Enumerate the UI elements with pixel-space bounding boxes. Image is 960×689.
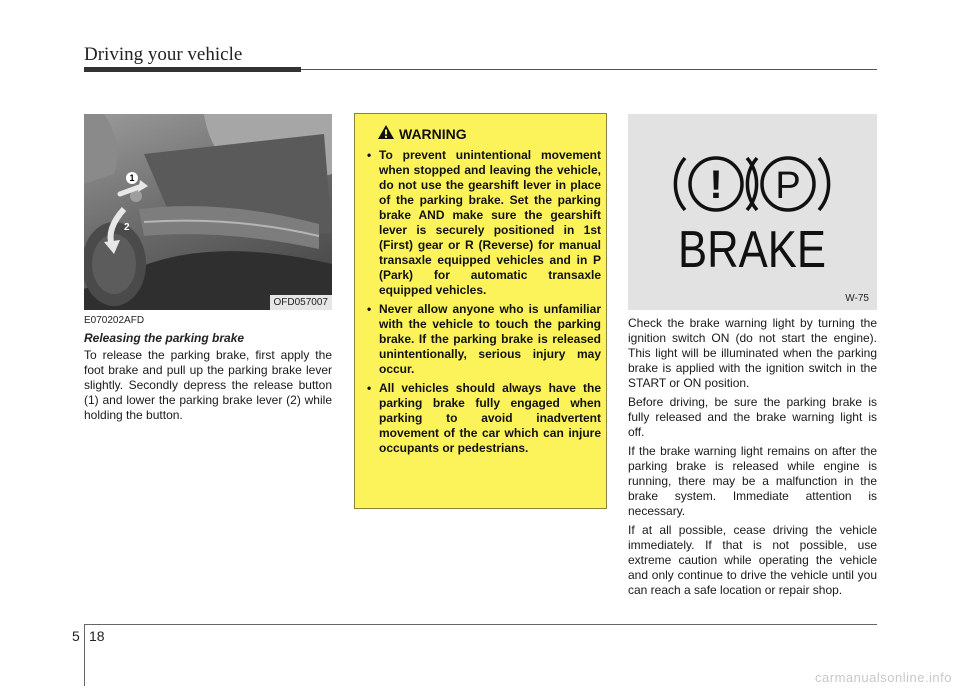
brake-warning-light-icon	[628, 114, 877, 310]
warning-title: WARNING	[399, 126, 467, 142]
bullet-icon: •	[367, 381, 372, 395]
warning-box	[354, 113, 607, 509]
brake-warning-symbol-panel	[628, 114, 877, 310]
section-subheading: Releasing the parking brake	[84, 331, 245, 345]
footer-rule-horizontal	[84, 624, 877, 625]
warning-item: • All vehicles should always have the parking brake fully engaged when parking to avoid inadvertent movement of the car which can injure occupants or pedestrians.	[367, 381, 601, 455]
section-number: 5	[72, 628, 80, 644]
section-code: E070202AFD	[84, 315, 145, 326]
paragraph: Before driving, be sure the parking brake is fully released and the brake warning light is off.	[628, 395, 877, 439]
parking-letter: P	[775, 165, 801, 207]
header-rule-thin	[301, 69, 877, 70]
brake-word: BRAKE	[678, 221, 826, 279]
photo-label: OFD057007	[270, 295, 332, 310]
exclamation-mark: !	[709, 163, 723, 207]
warning-item: • To prevent unintentional movement when stopped and leaving the vehicle, do not use the gearshift lever in place of the parking brake. Set the parking brake AND make sure the gearshift lever is securely positioned in 1st (First) gear or R (Reverse) for manual transaxle equipped vehicles and in P (Park) for automatic transaxle equipped vehicles.	[367, 148, 601, 297]
paragraph: If the brake warning light remains on after the parking brake is released while engine is running, there may be a malfunction in the brake system. Immediate attention is necessary.	[628, 444, 877, 518]
bullet-icon: •	[367, 148, 372, 162]
bullet-icon: •	[367, 302, 372, 316]
page-number: 18	[89, 628, 105, 644]
warning-item: • Never allow anyone who is unfamiliar with the vehicle to touch the parking brake. If the parking brake is released unintentionally, serious injury may occur.	[367, 302, 601, 376]
image-code: W-75	[845, 293, 869, 304]
header-rule-thick	[84, 67, 301, 72]
paragraph: Check the brake warning light by turning the ignition switch ON (do not start the engine). This light will be illuminated when the parking brake is applied with the ignition switch in the START or ON position.	[628, 316, 877, 390]
warning-triangle-icon	[377, 124, 395, 140]
footer-rule-vertical	[84, 624, 85, 686]
parking-brake-illustration	[84, 114, 332, 310]
parking-brake-photo	[84, 114, 332, 310]
callout-2: 2	[124, 222, 130, 233]
release-instructions: To release the parking brake, first apply the foot brake and pull up the parking brake lever slightly. Secondly depress the release button (1) and lower the parking brake lever (2) while holding the button.	[84, 348, 332, 422]
warning-list	[363, 148, 601, 460]
page-header-title: Driving your vehicle	[84, 44, 243, 65]
callout-1: 1	[126, 172, 138, 184]
paragraph: If at all possible, cease driving the vehicle immediately. If that is not possible, use extreme caution while operating the vehicle and only continue to drive the vehicle until you can reach a safe location or repair shop.	[628, 523, 877, 597]
brake-light-text	[628, 316, 877, 602]
watermark: carmanualsonline.info	[815, 670, 952, 685]
